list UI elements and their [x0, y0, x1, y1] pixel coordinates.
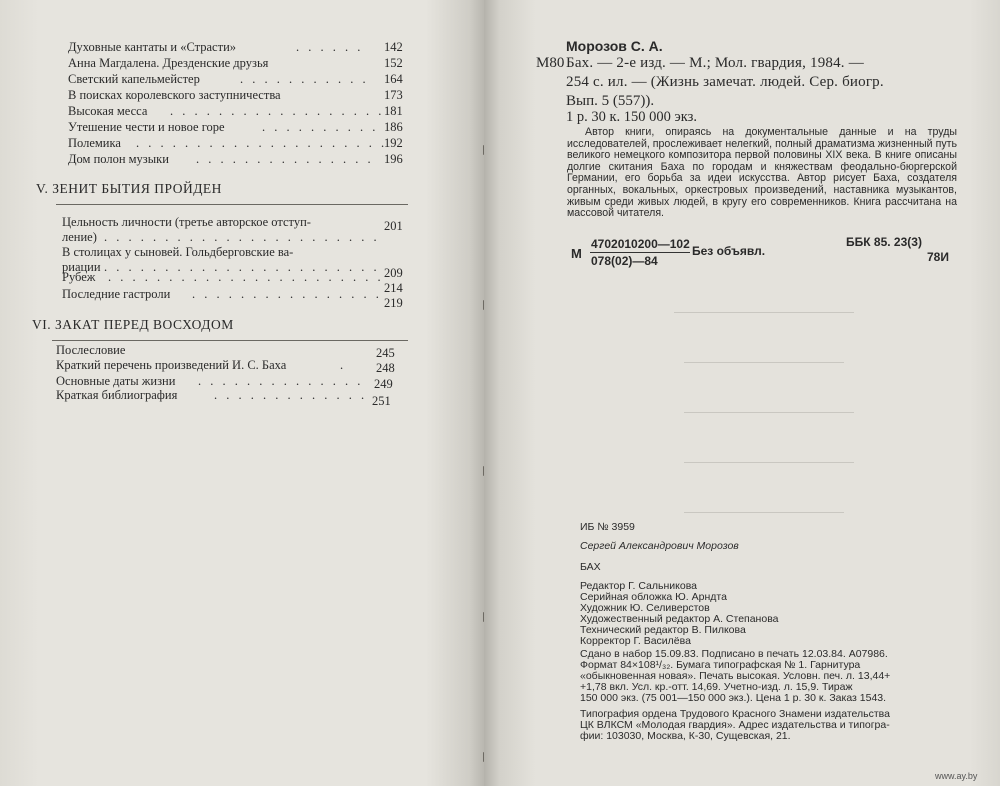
bibliographic-line: Бах. — 2-е изд. — М.; Мол. гвардия, 1984. —	[566, 55, 864, 71]
toc-leader-dots: . . . . . . . . . . . . .	[214, 388, 368, 402]
toc-entry-page: 219	[384, 296, 403, 310]
toc-entry-title: Последние гастроли	[62, 287, 171, 301]
tech-line: Сдано в набор 15.09.83. Подписано в печать 12.03.84. А07986.	[580, 648, 888, 660]
no-ad-note: Без объявл.	[692, 244, 766, 258]
toc-entry-page: 249	[374, 377, 393, 391]
divider	[52, 340, 408, 341]
show-through	[684, 362, 844, 363]
show-through	[684, 412, 854, 413]
toc-entry-title: Полемика	[68, 136, 121, 150]
bibliographic-line: 254 с. ил. — (Жизнь замечат. людей. Сер. биогр.	[566, 74, 884, 90]
toc-entry-title: Краткий перечень произведений И. С. Баха	[56, 358, 287, 372]
toc-entry-title: В поисках королевского заступничества	[68, 88, 281, 102]
toc-entry-title: Основные даты жизни	[56, 374, 176, 388]
toc-entry-page: 142	[384, 40, 403, 54]
left-page	[0, 0, 484, 786]
toc-entry-page: 164	[384, 72, 403, 86]
credit-line: Редактор Г. Сальникова	[580, 580, 698, 592]
toc-leader-dots: . . . . . . . . . . . . . . . . . . . . .	[136, 136, 388, 150]
toc-entry-title: Послесловие	[56, 343, 126, 357]
toc-entry-page: 196	[384, 152, 403, 166]
toc-entry-page: 248	[376, 361, 395, 375]
credit-line: Художник Ю. Селиверстов	[580, 602, 710, 614]
show-through	[684, 512, 844, 513]
book-title: БАХ	[580, 561, 601, 573]
divider	[56, 204, 408, 205]
toc-leader-dots: . . . . . .	[296, 40, 364, 54]
toc-leader-dots: . . . . . . . . . . . . . . . . . . . . . . .	[108, 270, 384, 284]
credit-line: Художественный редактор А. Степанова	[580, 613, 779, 625]
toc-entry-title: Высокая месса	[68, 104, 148, 118]
toc-entry-title: Рубеж	[62, 270, 96, 284]
toc-entry-title: Утешение чести и новое горе	[68, 120, 225, 134]
credit-line: Технический редактор В. Пилкова	[580, 624, 746, 636]
index-numerator: 4702010200—102	[591, 237, 690, 251]
part-heading: VI. ЗАКАТ ПЕРЕД ВОСХОДОМ	[32, 317, 234, 332]
toc-leader-dots: . . . . . . . . . . . . . . . .	[192, 287, 382, 301]
bbk-code-2: 78И	[927, 250, 949, 264]
toc-entry-title: Светский капельмейстер	[68, 72, 200, 86]
toc-leader-dots: . . . . . . . . . . . . . .	[198, 374, 364, 388]
price-line: 1 р. 30 к. 150 000 экз.	[566, 109, 697, 125]
toc-entry-page: 152	[384, 56, 403, 70]
part-heading: V. ЗЕНИТ БЫТИЯ ПРОЙДЕН	[36, 181, 222, 196]
toc-leader-dots: . . . . . . . . . . . . . . . . . .	[170, 104, 385, 118]
credit-line: Корректор Г. Василёва	[580, 635, 691, 647]
index-denominator: 078(02)—84	[591, 254, 658, 268]
index-letter: М	[571, 246, 582, 261]
show-through	[684, 462, 854, 463]
toc-entry-title: Краткая библиография	[56, 388, 178, 402]
toc-entry-page: 209	[384, 266, 403, 280]
toc-entry-page: 173	[384, 88, 403, 102]
toc-leader-dots: . . . . . . . . . . . . . . . . . . . . . . .	[104, 230, 380, 244]
fraction-line	[590, 252, 690, 253]
printer-line: фии: 103030, Москва, К-30, Сущевская, 21.	[580, 730, 791, 742]
toc-leader-dots: . . . . . . . . . . . . . . . . . . . . . . .	[104, 260, 380, 274]
printer-line: ЦК ВЛКСМ «Молодая гвардия». Адрес издательства и типогра-	[580, 719, 890, 731]
bibliographic-line: Вып. 5 (557)).	[566, 93, 655, 109]
printer-line: Типография ордена Трудового Красного Знамени издательства	[580, 708, 890, 720]
catalog-code: М80	[536, 55, 565, 71]
toc-entry-page: 251	[372, 394, 391, 408]
tech-line: 150 000 экз. (75 001—150 000 экз.). Цена 1 р. 30 к. Заказ 1543.	[580, 692, 887, 704]
watermark: www.ay.by	[935, 771, 978, 781]
toc-entry-title: Дом полон музыки	[68, 152, 169, 166]
toc-leader-dots: . . . . . . . . . . . . . . .	[196, 152, 374, 166]
author-full-name: Сергей Александрович Морозов	[580, 540, 739, 552]
toc-entry-title: ление)	[62, 230, 97, 244]
author-line: Морозов С. А.	[566, 38, 663, 54]
toc-leader-dots: . . . . . . . . . .	[262, 120, 379, 134]
bbk-code: ББК 85. 23(3)	[846, 235, 922, 249]
toc-entry-page: 186	[384, 120, 403, 134]
toc-entry-page: 192	[384, 136, 403, 150]
tech-line: Формат 84×108¹/₃₂. Бумага типографская № 1. Гарнитура	[580, 659, 861, 671]
toc-entry-title: Духовные кантаты и «Страсти»	[68, 40, 237, 54]
abstract-text: Автор книги, опираясь на документальные данные и на труды исследователей, прослеживает нелегкий, полный драматизма жизненный путь великого немецкого композитора первой половины XIX века. В книге описаны долгие скитания Баха по городам и княжествам феодально-бюргерской Германии, его борьба за идеи искусства. Автор рисует Баха, создателя органных, вокальных, оркестровых произведений, наставника музыкантов, живым среди живых людей, в кругу его современников. Книга рассчитана на массовой читателя.	[567, 126, 957, 220]
tech-line: «обыкновенная новая». Печать высокая. Условн. печ. л. 13,44+	[580, 670, 891, 682]
toc-entry-title: В столицах у сыновей. Гольдберговские ва-	[62, 245, 294, 259]
toc-entry-page: 201	[384, 219, 403, 233]
toc-entry-title: Анна Магдалена. Дрезденские друзья	[68, 56, 269, 70]
show-through	[674, 312, 854, 313]
toc-entry-page: 245	[376, 346, 395, 360]
toc-entry-title: Цельность личности (третье авторское отступ-	[62, 215, 311, 229]
toc-leader-dots: . . . . . . . . . . .	[240, 72, 369, 86]
toc-entry-title: риации	[62, 260, 101, 274]
toc-entry-page: 181	[384, 104, 403, 118]
toc-entry-page: 214	[384, 281, 403, 295]
ib-number: ИБ № 3959	[580, 521, 635, 533]
credit-line: Серийная обложка Ю. Арндта	[580, 591, 727, 603]
tech-line: +1,78 вкл. Усл. кр.-отт. 14,69. Учетно-изд. л. 15,9. Тираж	[580, 681, 853, 693]
toc-leader-dots: .	[340, 358, 347, 372]
